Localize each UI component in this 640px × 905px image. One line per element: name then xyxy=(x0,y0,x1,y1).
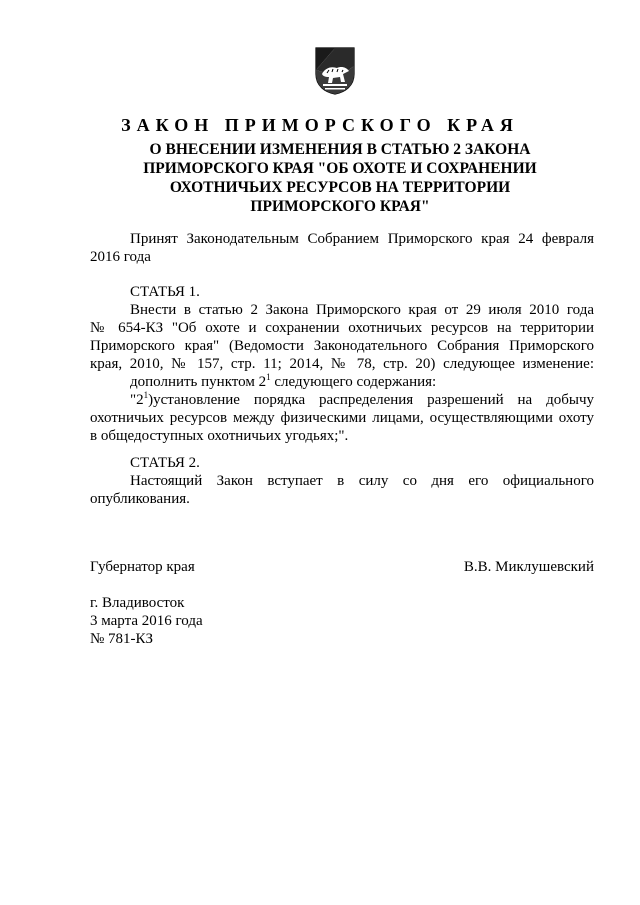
article-1 xyxy=(90,283,594,445)
article-line: № 654-КЗ "Об охоте и сохранении охотничьих ресурсов на территории xyxy=(90,320,594,336)
article-heading: СТАТЬЯ 1. xyxy=(130,284,200,300)
article-2 xyxy=(90,454,594,508)
supplement-text: дополнить пунктом 2 xyxy=(130,374,267,390)
subtitle-line: ОХОТНИЧЬИХ РЕСУРСОВ НА ТЕРРИТОРИИ xyxy=(169,179,511,196)
quote-line xyxy=(90,391,594,409)
quote-number: "2 xyxy=(130,392,144,408)
article-line: Внести в статью 2 Закона Приморского края от 29 июля 2010 года xyxy=(130,302,594,318)
coat-of-arms-icon xyxy=(313,44,357,96)
city: г. Владивосток xyxy=(90,595,185,611)
adoption-line: Принят Законодательным Собранием Приморского края 24 февраля xyxy=(130,231,594,247)
supplement-line xyxy=(90,373,594,391)
superscript: 1 xyxy=(266,372,271,382)
subtitle-line: ПРИМОРСКОГО КРАЯ" xyxy=(250,198,430,215)
quote-line: охотничьих ресурсов между физическими лицами, осуществляющими охоту xyxy=(90,410,594,426)
article-line: Настоящий Закон вступает в силу со дня его официального xyxy=(130,473,594,489)
quote-line: в общедоступных охотничьих угодьях;". xyxy=(90,428,349,444)
signatory-name: В.В. Миклушевский xyxy=(463,559,594,575)
subtitle-line: ПРИМОРСКОГО КРАЯ "ОБ ОХОТЕ И СОХРАНЕНИИ xyxy=(143,160,537,177)
article-line: края, 2010, № 157, стр. 11; 2014, № 78, стр. 20) следующее изменение: xyxy=(90,356,594,372)
date: 3 марта 2016 года xyxy=(90,613,203,629)
subtitle-line: О ВНЕСЕНИИ ИЗМЕНЕНИЯ В СТАТЬЮ 2 ЗАКОНА xyxy=(149,141,531,158)
supplement-text: следующего содержания: xyxy=(270,374,437,390)
law-title: ЗАКОН ПРИМОРСКОГО КРАЯ xyxy=(121,115,519,135)
quote-text-rest: )установление порядка распределения разрешений на добычу xyxy=(148,392,594,408)
superscript: 1 xyxy=(143,391,149,400)
article-line: Приморского края" (Ведомости Законодательного Собрания Приморского xyxy=(90,338,594,354)
article-heading: СТАТЬЯ 2. xyxy=(130,455,200,471)
adoption-paragraph xyxy=(90,230,594,266)
law-subtitle xyxy=(120,140,560,216)
place-date-block xyxy=(90,594,203,648)
article-line: опубликования. xyxy=(90,491,190,507)
law-number: № 781-КЗ xyxy=(90,631,154,647)
quote-text xyxy=(130,392,594,408)
adoption-line: 2016 года xyxy=(90,249,151,265)
signatory-position: Губернатор края xyxy=(90,559,195,575)
